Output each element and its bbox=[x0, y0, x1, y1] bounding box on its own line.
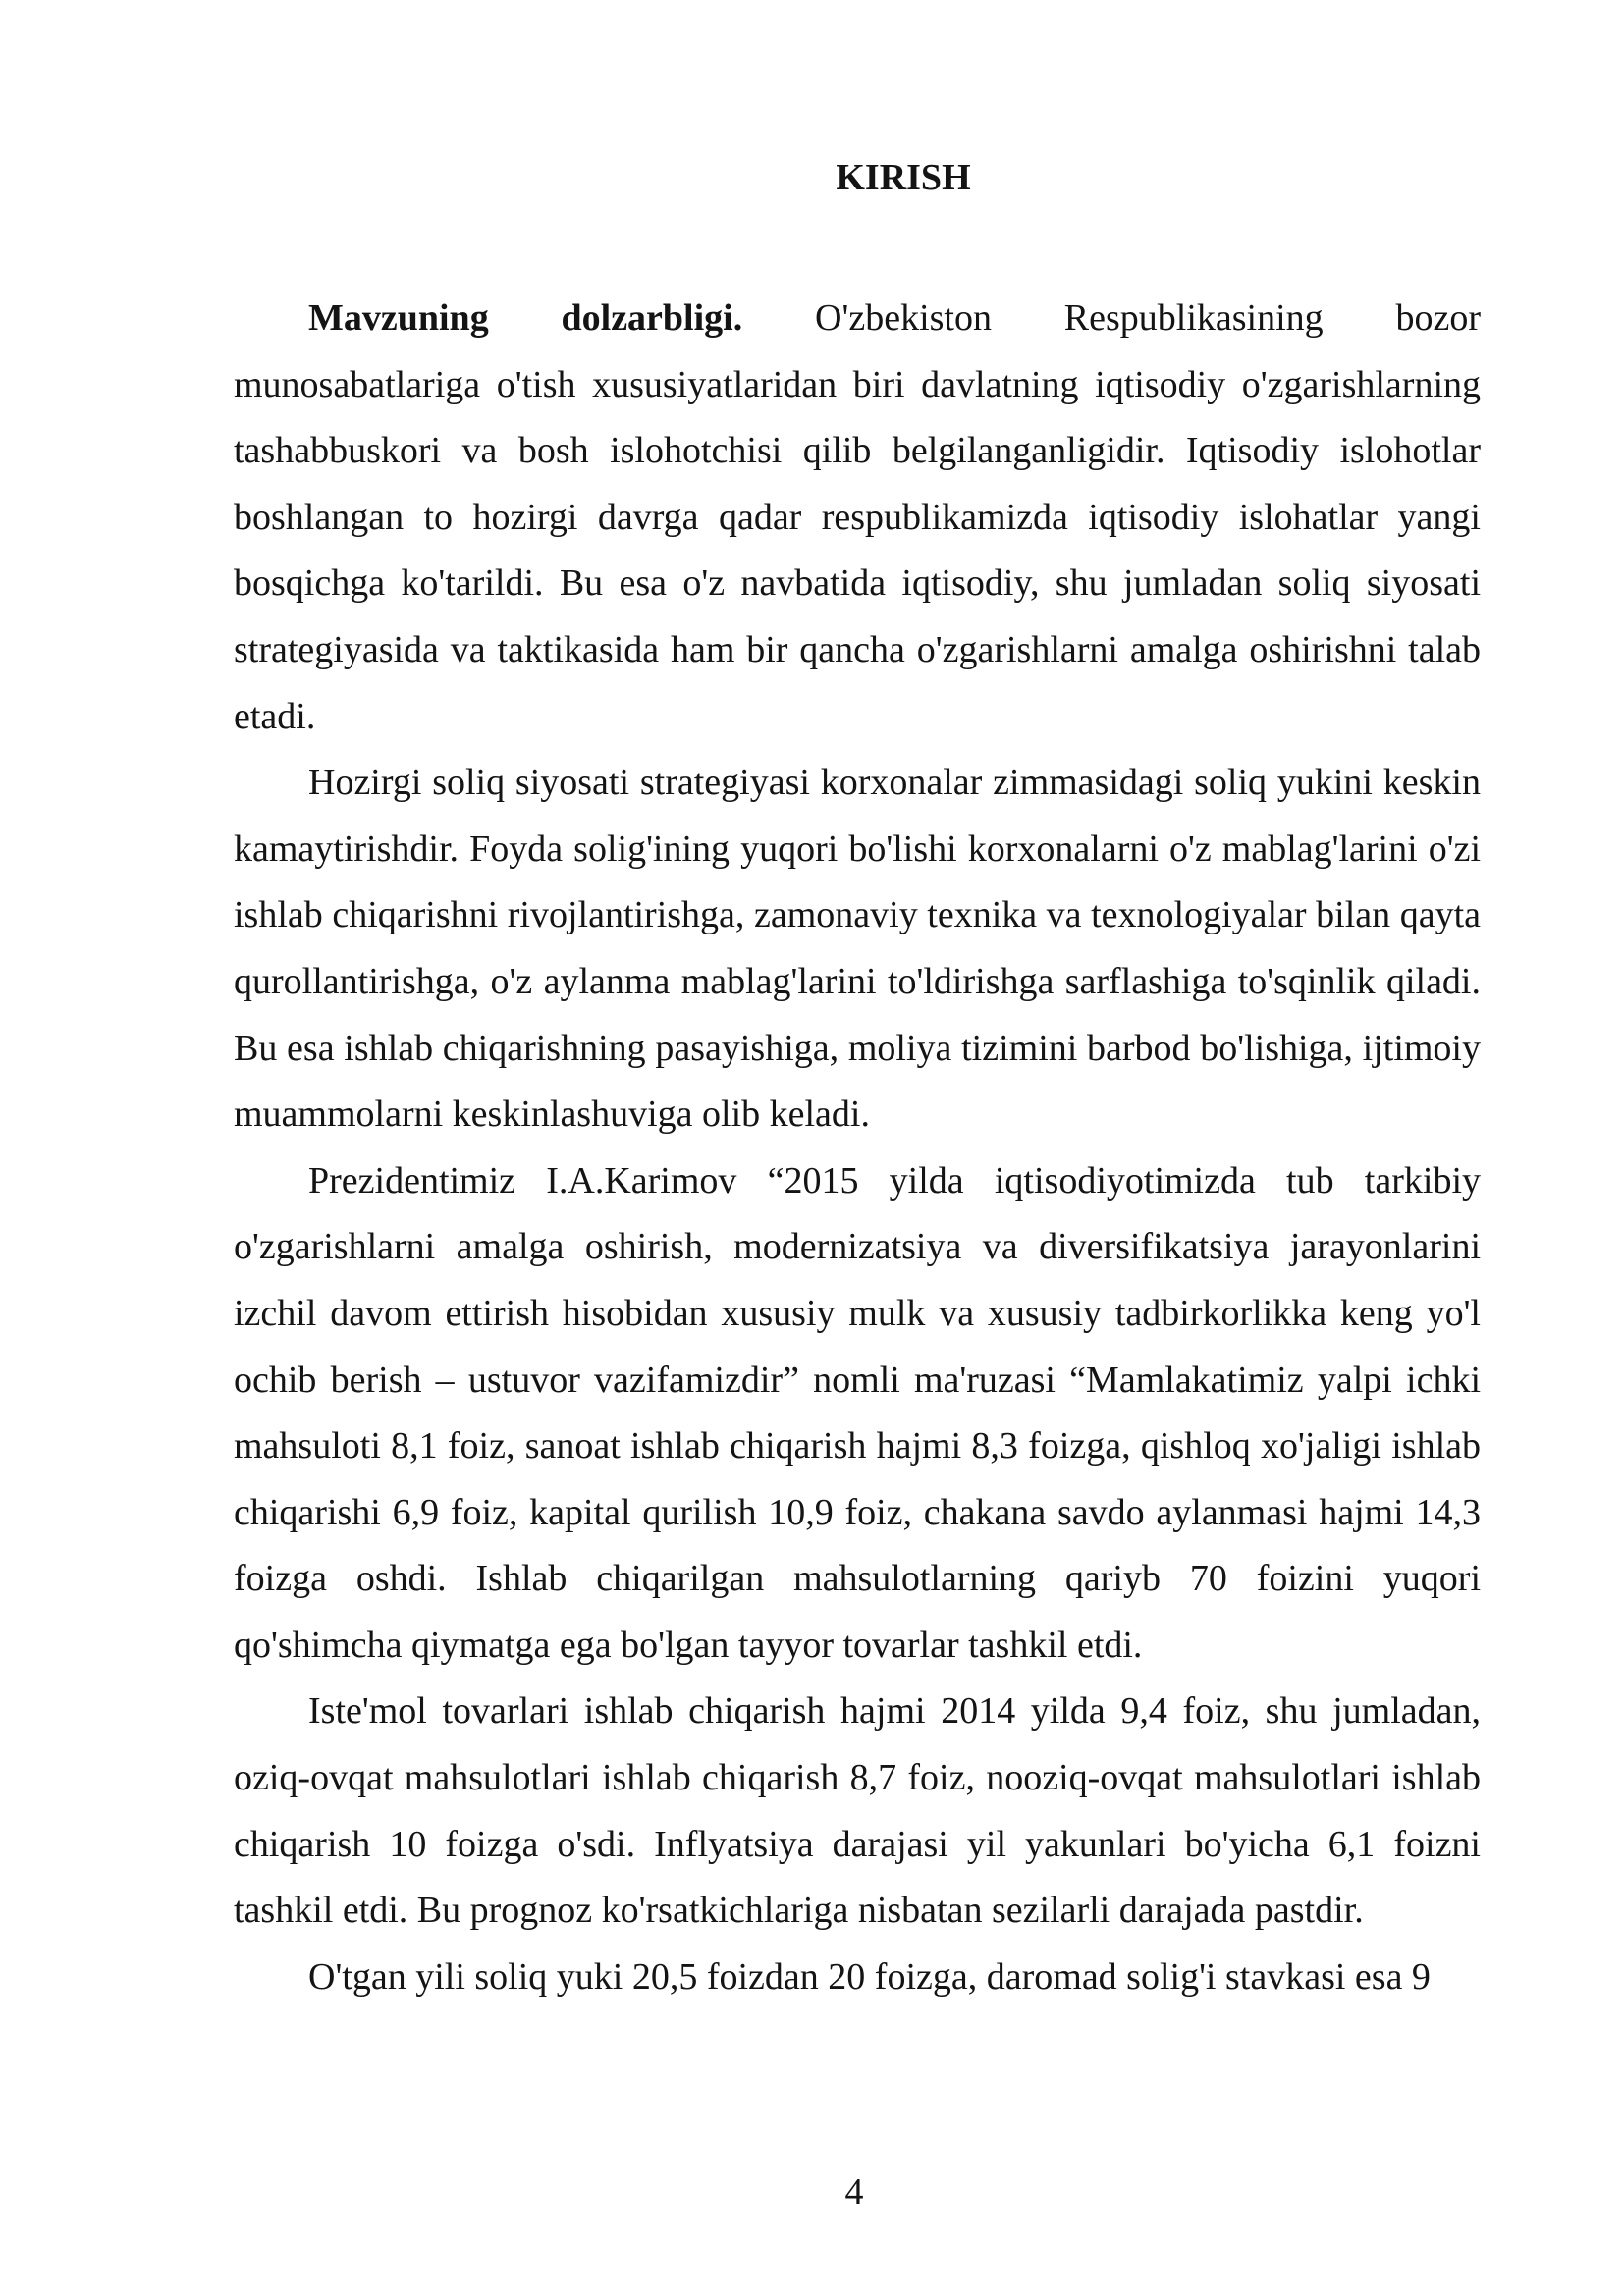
paragraph-consumer-goods: Iste'mol tovarlari ishlab chiqarish hajmi 2014 yilda 9,4 foiz, shu jumladan, oziq-ovqat mahsulotlari ishlab chiqarish 8,7 foiz, nooziq-ovqat mahsulotlari ishlab chiqarish 10 foizga o'sdi. Inflyatsiya darajasi yil yakunlari bo'yicha 6,1 foizni tashkil etdi. Bu prognoz ko'rsatkichlariga nisbatan sezilarli darajada pastdir. bbox=[234, 1690, 1481, 1932]
page-number: 4 bbox=[844, 2171, 864, 2213]
paragraph-lead: Mavzuning dolzarbligi. bbox=[308, 297, 743, 339]
paragraph-relevance bbox=[234, 286, 1481, 750]
paragraph-tax-strategy: Hozirgi soliq siyosati strategiyasi korxonalar zimmasidagi soliq yukini keskin kamaytirishdir. Foyda solig'ining yuqori bo'lishi korxonalarni o'z mablag'larini o'zi ishlab chiqarishni rivojlantirishga, zamonaviy texnika va texnologiyalar bilan qayta qurollantirishga, o'z aylanma mablag'larini to'ldirishga sarflashiga to'sqinlik qiladi. Bu esa ishlab chiqarishning pasayishiga, moliya tizimini barbod bo'lishiga, ijtimoiy muammolarni keskinlashuviga olib keladi. bbox=[234, 762, 1481, 1136]
document-body bbox=[234, 286, 1481, 2010]
page-title: KIRISH bbox=[836, 157, 971, 198]
paragraph-text: O'zbekiston Respublikasining bozor munosabatlariga o'tish xususiyatlaridan biri davlatning iqtisodiy o'zgarishlarning tashabbuskori va bosh islohotchisi qilib belgilanganligidir. Iqtisodiy islohotlar boshlangan to hozirgi davrga qadar respublikamizda iqtisodiy islohatlar yangi bosqichga ko'tarildi. Bu esa o'z navbatida iqtisodiy, shu jumladan soliq siyosati strategiyasida va taktikasida ham bir qancha o'zgarishlarni amalga oshirishni talab etadi. bbox=[234, 297, 1481, 737]
paragraph-president-report: Prezidentimiz I.A.Karimov “2015 yilda iqtisodiyotimizda tub tarkibiy o'zgarishlarni amalga oshirish, modernizatsiya va diversifikatsiya jarayonlarini izchil davom ettirish hisobidan xususiy mulk va xususiy tadbirkorlikka keng yo'l ochib berish – ustuvor vazifamizdir” nomli ma'ruzasi “Mamlakatimiz yalpi ichki mahsuloti 8,1 foiz, sanoat ishlab chiqarish hajmi 8,3 foizga, qishloq xo'jaligi ishlab chiqarishi 6,9 foiz, kapital qurilish 10,9 foiz, chakana savdo aylanmasi hajmi 14,3 foizga oshdi. Ishlab chiqarilgan mahsulotlarning qariyb 70 foizini yuqori qo'shimcha qiymatga ega bo'lgan tayyor tovarlar tashkil etdi. bbox=[234, 1159, 1481, 1666]
paragraph-tax-burden: O'tgan yili soliq yuki 20,5 foizdan 20 foizga, daromad solig'i stavkasi esa 9 bbox=[308, 1955, 1431, 1998]
